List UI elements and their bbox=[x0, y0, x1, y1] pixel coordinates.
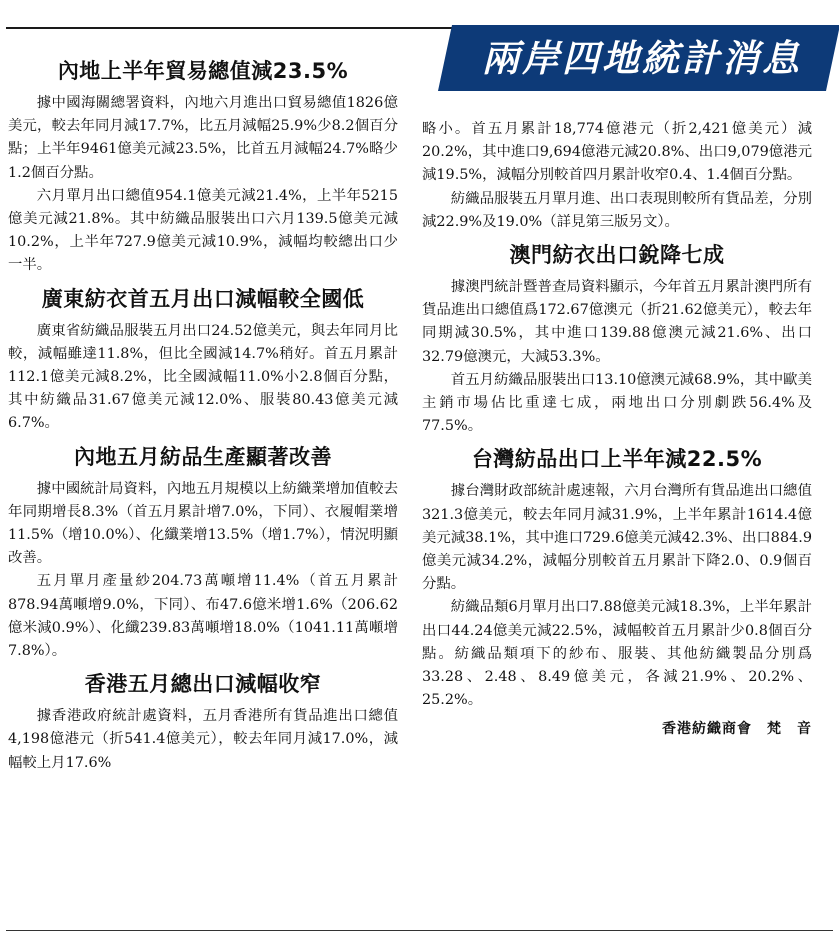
headline-mainland-production: 內地五月紡品生產顯著改善 bbox=[74, 444, 332, 469]
paragraph: 六月單月出口總值954.1億美元減21.4%，上半年5215億美元減21.8%。其中紡織品服裝出口六月139.5億美元減10.2%，上半年727.9億美元減10.9%，減幅均較總出口少一半。 bbox=[8, 187, 398, 274]
paragraph-continued: 略小。首五月累計18,774億港元（折2,421億美元）減20.2%，其中進口9,694億港元減20.8%、出口9,079億港元減19.5%，減幅分別較首四月累計收窄0.4、1.4個百分點。 bbox=[422, 121, 812, 184]
paragraph: 據澳門統計暨普查局資料顯示，今年首五月累計澳門所有貨品進出口總值爲172.67億澳元（折21.62億美元），較去年同期減30.5%，其中進口139.88億澳元減21.6%、出口32.79億澳元，大減53.3%。 bbox=[422, 279, 812, 365]
paragraph: 據中國統計局資料，內地五月規模以上紡織業增加值較去年同期增長8.3%（首五月累計增7.0%，下同）、衣履帽業增11.5%（增10.0%）、化纖業增13.5%（增1.7%），情況明顯改善。 bbox=[8, 480, 398, 567]
article-mainland-trade bbox=[8, 56, 398, 278]
paragraph: 首五月紡織品服裝出口13.10億澳元減68.9%，其中歐美主銷市場佔比重達七成，兩地出口分別劇跌56.4%及77.5%。 bbox=[422, 371, 812, 435]
article-taiwan-exports bbox=[422, 444, 812, 712]
article-guangdong-exports bbox=[8, 284, 398, 436]
paragraph: 五月單月產量紗204.73萬噸增11.4%（首五月累計878.94萬噸增9.0%，下同）、布47.6億米增1.6%（206.62億米減0.9%）、化纖239.83萬噸增18.0%（1041.11萬噸增7.8%）。 bbox=[8, 573, 398, 660]
section-banner-title: 兩岸四地統計消息 bbox=[482, 37, 802, 80]
left-column bbox=[8, 50, 398, 775]
article-hongkong-exports bbox=[8, 669, 398, 775]
paragraph: 據香港政府統計處資料，五月香港所有貨品進出口總值4,198億港元（折541.4億美元），較去年同月減17.0%，減幅較上月17.6% bbox=[8, 708, 398, 771]
paragraph: 紡織品類6月單月出口7.88億美元減18.3%，上半年累計出口44.24億美元減22.5%，減幅較首五月累計少0.8個百分點。紡織品類項下的紗布、服裝、其他紡織製品分別爲33.28、2.48、8.49億美元，各減21.9%、20.2%、25.2%。 bbox=[422, 599, 812, 709]
headline-hongkong-exports: 香港五月總出口減幅收窄 bbox=[84, 672, 322, 697]
headline-taiwan-exports: 台灣紡品出口上半年減22.5% bbox=[471, 447, 763, 472]
bottom-rule bbox=[6, 930, 833, 931]
headline-mainland-trade: 內地上半年貿易總值減23.5% bbox=[57, 59, 349, 83]
article-mainland-production bbox=[8, 442, 398, 664]
right-column bbox=[422, 118, 812, 738]
headline-macau-exports: 澳門紡衣出口銳降七成 bbox=[509, 243, 725, 268]
article-macau-exports bbox=[422, 240, 812, 438]
paragraph: 據台灣財政部統計處速報，六月台灣所有貨品進出口總值321.3億美元，較去年同月減31.9%，上半年累計1614.4億美元減38.1%，其中進口729.6億美元減42.3%、出口884.9億美元減34.2%，減幅分別較首五月累計下降2.0、0.9個百分點。 bbox=[422, 483, 812, 593]
paragraph: 據中國海關總署資料，內地六月進出口貿易總值1826億美元，較去年同月減17.7%，比五月減幅25.9%少8.2個百分點；上半年9461億美元減23.5%，比首五月減幅24.7%略少1.2個百分點。 bbox=[8, 95, 398, 181]
headline-guangdong-exports: 廣東紡衣首五月出口減幅較全國低 bbox=[41, 286, 365, 311]
paragraph: 廣東省紡織品服裝五月出口24.52億美元，與去年同月比較，減幅雖達11.8%，但比全國減14.7%稍好。首五月累計112.1億美元減8.2%，比全國減幅11.0%小2.8個百分點，其中紡織品31.67億美元減12.0%、服裝80.43億美元減6.7%。 bbox=[8, 322, 398, 432]
paragraph: 紡織品服裝五月單月進、出口表現則較所有貨品差，分別減22.9%及19.0%（詳見第三版另文）。 bbox=[422, 190, 812, 230]
author-byline: 香港紡織商會 梵 音 bbox=[662, 721, 812, 738]
